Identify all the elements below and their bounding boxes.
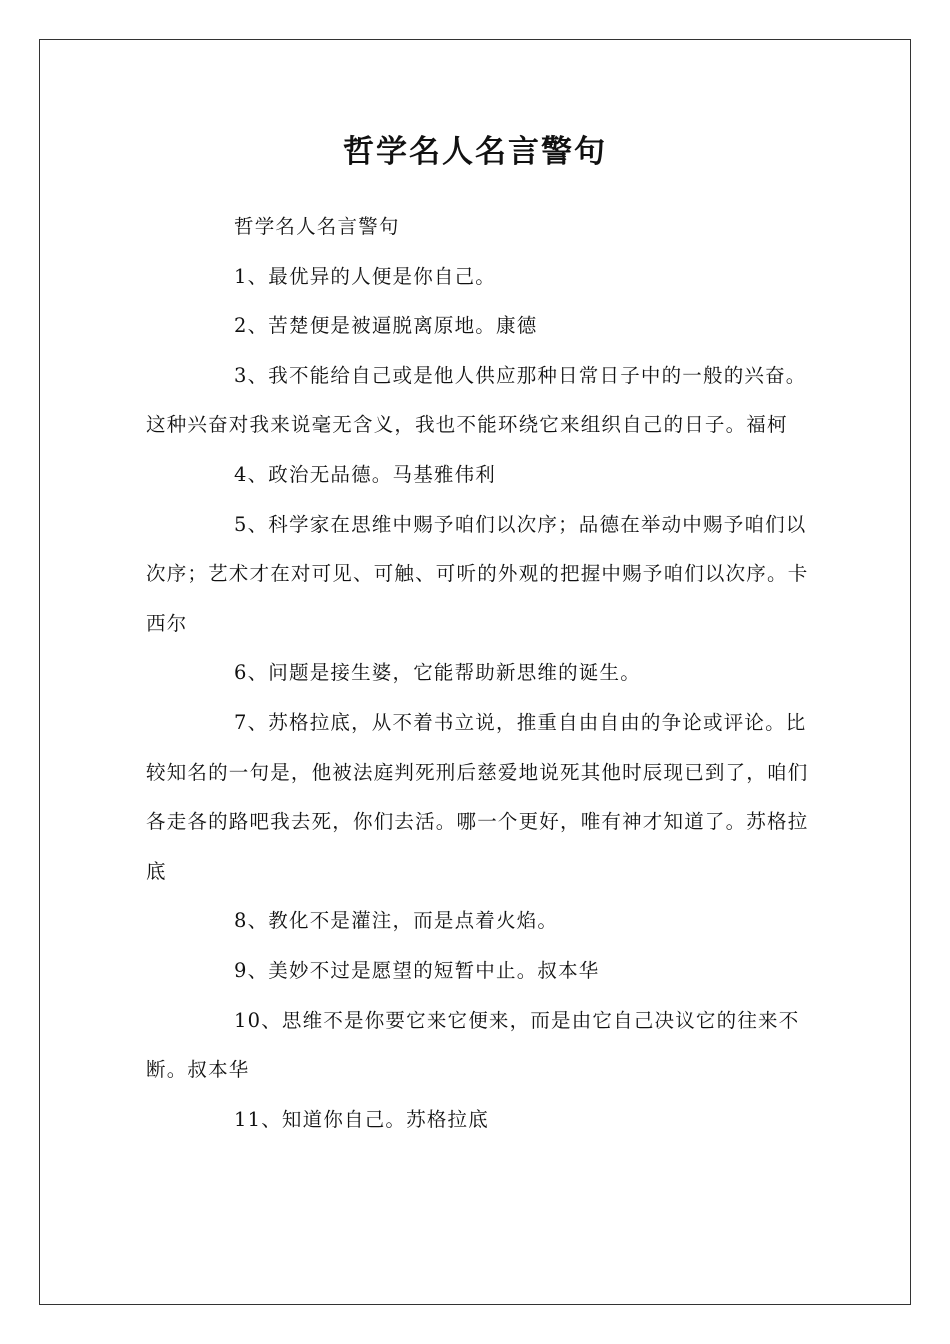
quote-1: 1、最优异的人便是你自己。	[234, 264, 497, 288]
paragraph-subtitle: 哲学名人名言警句	[234, 215, 400, 238]
quote-7: 7、苏格拉底，从不着书立说，推重自由自由的争论或评论。比较知名的一句是，他被法庭判死刑后慈爱地说死其他时辰现已到了，咱们各走各的路吧我去死，你们去活。哪一个更好，唯有神才知道了。苏格拉底	[146, 710, 809, 883]
document-title: 哲学名人名言警句	[343, 134, 607, 170]
quote-3: 3、我不能给自己或是他人供应那种日常日子中的一般的兴奋。这种兴奋对我来说毫无含义，我也不能环绕它来组织自己的日子。福柯	[146, 363, 807, 437]
quote-5: 5、科学家在思维中赐予咱们以次序；品德在举动中赐予咱们以次序；艺术才在对可见、可触、可听的外观的把握中赐予咱们以次序。卡西尔	[146, 512, 809, 635]
document-body	[146, 202, 816, 1144]
quote-10: 10、思维不是你要它来它便来，而是由它自己决议它的往来不断。叔本华	[146, 1008, 800, 1082]
quote-4: 4、政治无品德。马基雅伟利	[234, 462, 497, 486]
quote-8: 8、教化不是灌注，而是点着火焰。	[234, 909, 559, 933]
quote-2: 2、苦楚便是被逼脱离原地。康德	[234, 314, 538, 338]
quote-6: 6、问题是接生婆，它能帮助新思维的诞生。	[234, 661, 641, 685]
quote-11: 11、知道你自己。苏格拉底	[234, 1107, 489, 1131]
quote-9: 9、美妙不过是愿望的短暂中止。叔本华	[234, 958, 600, 982]
